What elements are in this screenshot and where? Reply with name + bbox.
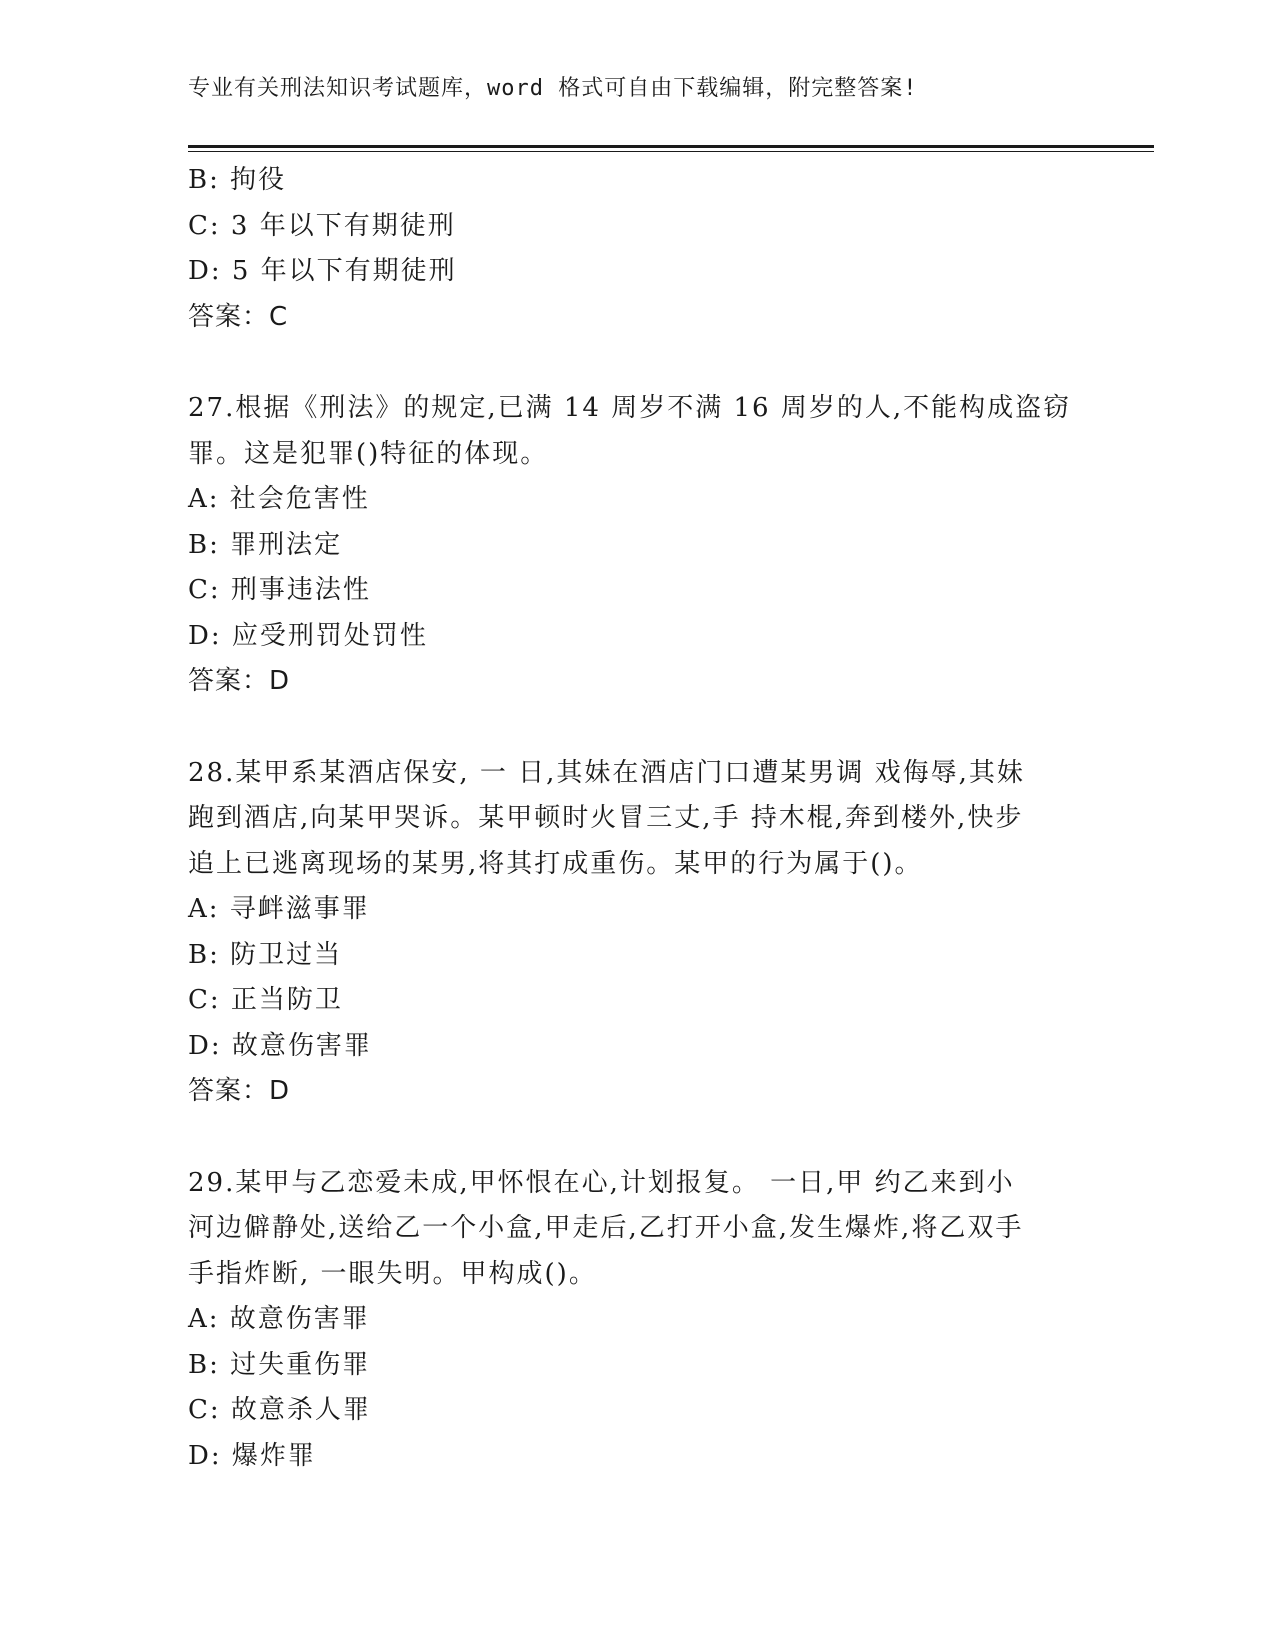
option-line: C: 故意杀人罪 [188,1395,371,1425]
question-stem-line: 罪。这是犯罪()特征的体现。 [188,438,549,469]
option-line: B: 拘役 [188,165,287,195]
option-line: C: 刑事违法性 [188,575,371,605]
option-line: B: 罪刑法定 [188,529,343,560]
option-line: C: 正当防卫 [188,985,343,1015]
question-stem-line: 28.某甲系某酒店保安, 一 日,其妹在酒店门口遭某男调 戏侮辱,其妹 [188,757,1025,788]
answer-line: 答案：D [188,1076,291,1106]
question-29 [188,1161,1088,1480]
question-28 [188,751,1088,1115]
option-line: D: 5 年以下有期徒刑 [188,256,457,286]
option-line: A: 社会危害性 [188,484,370,514]
header-rule-thin [188,151,1154,152]
header-rule-thick [188,145,1154,148]
option-line: D: 爆炸罪 [188,1440,316,1471]
option-line: D: 应受刑罚处罚性 [188,620,428,651]
question-stem-line: 29.某甲与乙恋爱未成,甲怀恨在心,计划报复。 一日,甲 约乙来到小 [188,1167,1015,1198]
option-line: A: 故意伤害罪 [188,1304,370,1334]
question-stem-line: 27.根据《刑法》的规定,已满 14 周岁不满 16 周岁的人,不能构成盗窃 [188,393,1072,423]
option-line: B: 防卫过当 [188,939,343,970]
question-stem-line: 跑到酒店,向某甲哭诉。某甲顿时火冒三丈,手 持木棍,奔到楼外,快步 [188,803,1024,833]
page-header: 专业有关刑法知识考试题库，word 格式可自由下载编辑，附完整答案! [188,76,918,101]
question-stem-line: 追上已逃离现场的某男,将其打成重伤。某甲的行为属于()。 [188,848,923,879]
question-stem-line: 河边僻静处,送给乙一个小盒,甲走后,乙打开小盒,发生爆炸,将乙双手 [188,1213,1024,1243]
option-line: D: 故意伤害罪 [188,1030,372,1061]
question-stem-line: 手指炸断, 一眼失明。甲构成()。 [188,1258,597,1289]
option-line: C: 3 年以下有期徒刑 [188,210,456,241]
answer-line: 答案：D [188,666,291,696]
option-line: B: 过失重伤罪 [188,1349,371,1380]
question-27 [188,386,1088,705]
answer-line: 答案：C [188,301,289,332]
option-line: A: 寻衅滋事罪 [188,894,370,924]
document-body [188,158,1088,1479]
prev-question-block [188,158,1088,340]
